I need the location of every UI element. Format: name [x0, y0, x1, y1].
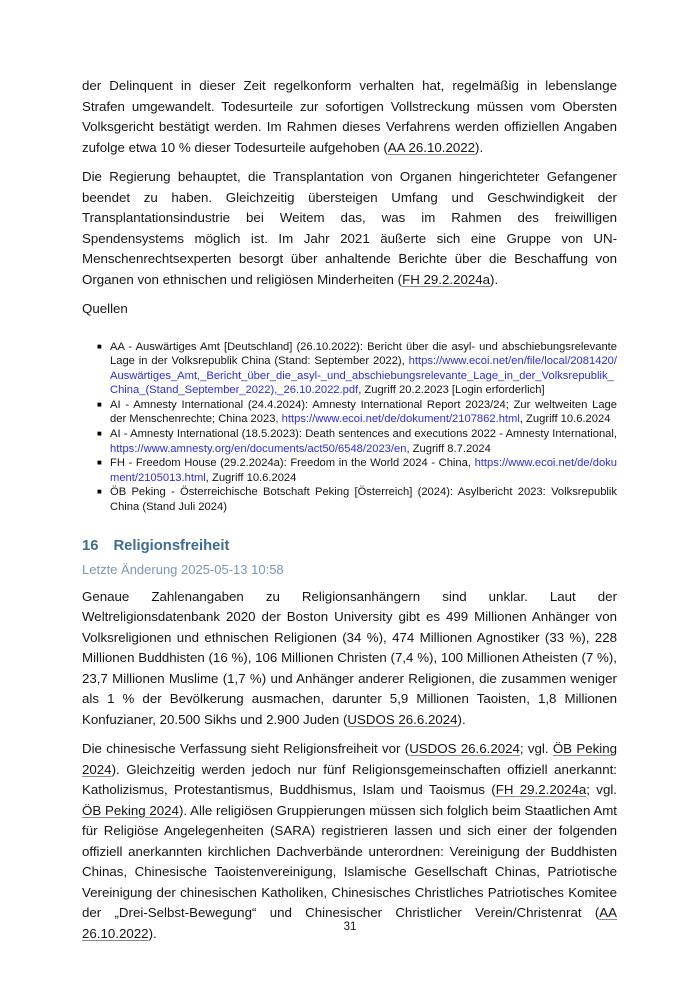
external-url-link[interactable]: https://www.amnesty.org/en/documents/act50/6548/2023/en — [110, 442, 407, 455]
paragraph-religion-constitution — [82, 739, 617, 944]
bullet-icon: ■ — [97, 487, 102, 497]
sources-list — [82, 340, 617, 515]
text-run: ÖB Peking - Österreichische Botschaft Peking [Österreich] (2024): Asylbericht 2023: Volksrepublik China (Stand Juli 2024) — [110, 486, 617, 514]
source-ref-link[interactable]: ÖB Peking 2024 — [82, 802, 179, 818]
source-text — [110, 486, 617, 513]
external-url-link[interactable]: https://www.ecoi.net/de/dokument/2105013.html — [110, 457, 617, 484]
source-ref-link[interactable]: FH 29.2.2024a — [495, 782, 587, 798]
bullet-icon: ■ — [97, 458, 102, 468]
source-ref-link[interactable]: USDOS 26.6.2024 — [347, 711, 458, 727]
text-run: AI - Amnesty International (18.5.2023): Death sentences and executions 2022 - Amnesty International, — [110, 428, 617, 441]
text-run: AA - Auswärtiges Amt [Deutschland] (26.10.2022): Bericht über die asyl- und abschiebungsrelevante Lage in der Volksrepublik China (Stand: September 2022), — [110, 340, 617, 368]
source-text — [110, 341, 617, 397]
section-number: 16 — [82, 537, 99, 554]
source-ref-link[interactable]: ÖB Peking 2024 — [82, 741, 617, 777]
source-text — [110, 428, 617, 455]
text-run: ). Alle religiösen Gruppierungen müssen sich folglich beim Staatlichen Amt für Religiöse Angelegenheiten (SARA) registrieren lassen und sich einer der folgenden offiziell anerkannten kirchlichen Dachverbände unterordnen: Vereinigung der Buddhisten Chinas, Chinesische Taoistenvereinigung, Islamische Gesellschaft Chinas, Patriotische Vereinigung der chinesischen Katholiken, Chinesisches Christliches Patriotisches Komitee der „Drei-Selbst-Bewegung“ und Chinesischer Christlicher Verein/Christenrat ( — [82, 802, 617, 921]
text-run: Genaue Zahlenangaben zu Religionsanhängern sind unklar. Laut der Weltreligionsdatenbank 2020 der Boston University gibt es 499 Millionen Anhänger von Volksreligionen und ethnischen Religionen (34 %), 474 Millionen Agnostiker (33 %), 228 Millionen Buddhisten (16 %), 106 Millionen Christen (7,4 %), 100 Millionen Atheisten (7 %), 23,7 Millionen Muslime (1,7 %) und Anhänger anderer Religionen, die zusammen weniger als 1 % der Bevölkerung ausmachen, darunter 5,9 Millionen Taoisten, 1,8 Millionen Konfuzianer, 20.500 Sikhs und 2.900 Juden ( — [82, 588, 617, 727]
source-ref-link[interactable]: USDOS 26.6.2024 — [409, 741, 520, 757]
source-item — [97, 398, 617, 427]
source-text — [110, 399, 617, 426]
text-run: FH - Freedom House (29.2.2024a): Freedom in the World 2024 - China, — [110, 457, 475, 470]
source-text — [110, 457, 617, 484]
external-url-link[interactable]: https://www.ecoi.net/de/dokument/2107862.html — [281, 413, 520, 426]
text-run: ; vgl. — [519, 741, 553, 757]
text-run: , Zugriff 8.7.2024 — [406, 442, 491, 455]
section-heading — [82, 536, 617, 556]
bullet-icon: ■ — [97, 341, 102, 351]
paragraph-death-sentences — [82, 76, 617, 158]
bullet-icon: ■ — [97, 399, 102, 409]
text-run: ). — [475, 139, 484, 155]
last-modified-label: Letzte Änderung 2025-05-13 10:58 — [82, 561, 284, 577]
bullet-icon: ■ — [97, 429, 102, 439]
external-url-link[interactable]: https://www.ecoi.net/en/file/local/2081420/Auswärtiges_Amt,_Bericht_über_die_asyl-_und_abschiebungsrelevante_Lage_in_der_Volksrepublik_China_(Stand_September_2022),_26.10.2022.pdf — [110, 355, 617, 397]
text-run: Die Regierung behauptet, die Transplantation von Organen hingerichteter Gefangener beendet zu haben. Gleichzeitig übersteigen Umfang und Geschwindigkeit der Transplantationsindustrie bei Weitem das, was im Rahmen des freiwilligen Spendensystems möglich ist. Im Jahr 2021 äußerte sich eine Gruppe von UN-Menschenrechtsexperten besorgt über anhaltende Berichte über die Beschaffung von Organen von ethnischen und religiösen Minderheiten ( — [82, 169, 617, 287]
page-number: 31 — [343, 921, 357, 933]
text-run: , Zugriff 10.6.2024 — [205, 471, 297, 484]
source-ref-link[interactable]: AA 26.10.2022 — [82, 905, 617, 941]
text-run: ). — [490, 271, 499, 287]
source-item — [97, 340, 617, 398]
text-run: Die chinesische Verfassung sieht Religionsfreiheit vor ( — [82, 741, 410, 757]
paragraph-religion-statistics — [82, 587, 617, 731]
text-run: ; vgl. — [586, 782, 617, 798]
source-ref-link[interactable]: AA 26.10.2022 — [387, 139, 476, 155]
text-run: ). — [457, 711, 466, 727]
paragraph-organ-transplantation — [82, 167, 617, 290]
source-item — [97, 427, 617, 456]
text-run: , Zugriff 20.2.2023 [Login erforderlich] — [358, 384, 545, 397]
source-ref-link[interactable]: FH 29.2.2024a — [402, 271, 491, 287]
section-title: Religionsfreiheit — [113, 537, 230, 554]
sources-heading: Quellen — [82, 301, 128, 316]
text-run: AI - Amnesty International (24.4.2024): Amnesty International Report 2023/24; Zur weltweiten Lage der Menschenrechte; China 2023, — [110, 398, 617, 426]
text-run: ). — [148, 925, 157, 941]
text-run: der Delinquent in dieser Zeit regelkonform verhalten hat, regelmäßig in lebenslange Strafen umgewandelt. Todesurteile zur sofortigen Vollstreckung müssen vom Obersten Volksgericht bestätigt werden. Im Rahmen dieses Verfahrens werden offiziellen Angaben zufolge etwa 10 % dieser Todesurteile aufgehoben ( — [82, 78, 617, 155]
source-item — [97, 456, 617, 485]
source-item — [97, 485, 617, 514]
text-run: , Zugriff 10.6.2024 — [519, 413, 611, 426]
text-run: ). Gleichzeitig werden jedoch nur fünf Religionsgemeinschaften offiziell anerkannt: Katholizismus, Protestantismus, Buddhismus, Islam und Taoismus ( — [82, 761, 617, 798]
